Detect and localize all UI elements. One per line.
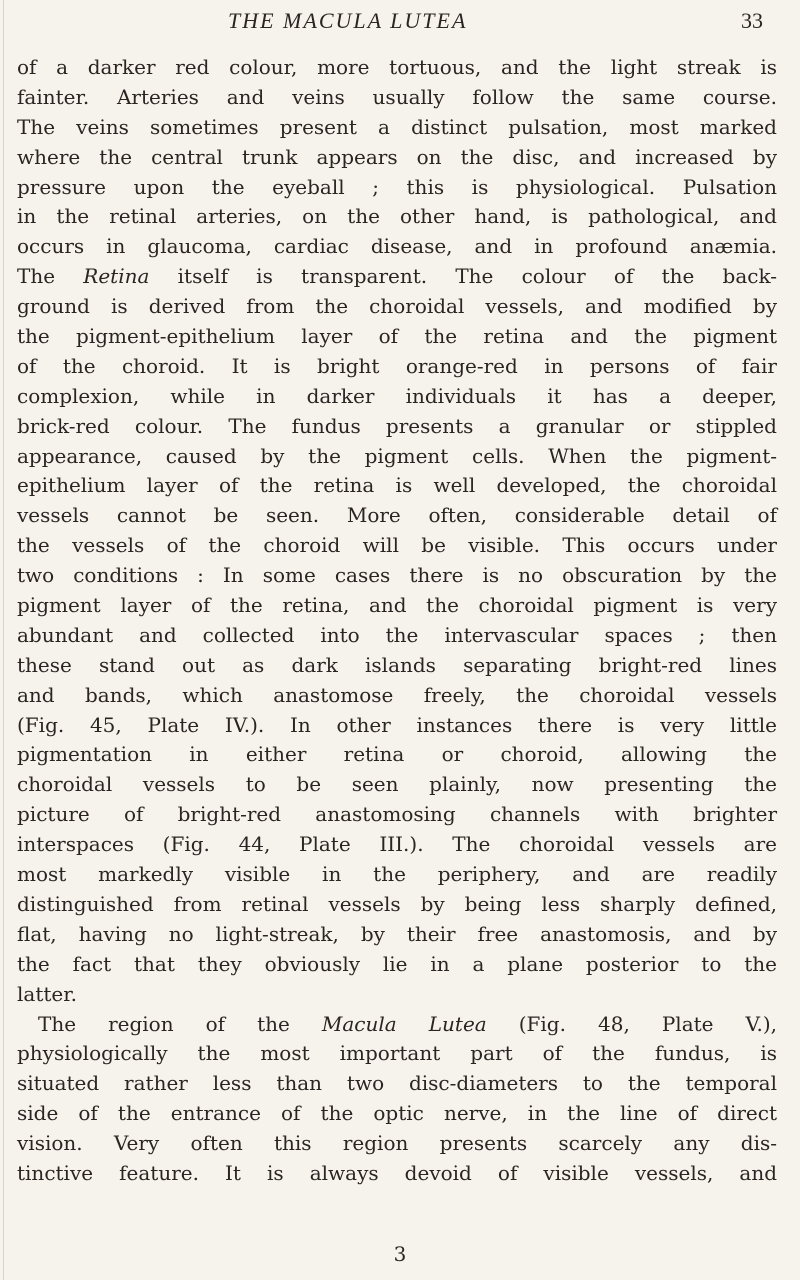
text-line: choroidal vessels to be seen plainly, now presenting the — [17, 772, 777, 797]
text-line: physiologically the most important part of the fundus, is — [17, 1041, 777, 1066]
page-number: 33 — [741, 8, 763, 33]
signature-mark: 3 — [393, 1242, 407, 1266]
text-line: brick-red colour. The fundus presents a granular or stippled — [17, 413, 777, 438]
text-line: occurs in glaucoma, cardiac disease, and in profound anæmia. — [17, 234, 777, 259]
text-line — [17, 262, 777, 292]
body-text — [17, 53, 777, 1189]
text-line: complexion, while in darker individuals it has a deeper, — [17, 383, 777, 408]
text-line: picture of bright-red anastomosing channels with brighter — [17, 802, 777, 827]
italic-term-macula-lutea: Macula Lutea — [321, 1011, 487, 1036]
text-line: fainter. Arteries and veins usually follow the same course. — [17, 84, 777, 109]
text-line: distinguished from retinal vessels by being less sharply defined, — [17, 891, 777, 916]
running-title: THE MACULA LUTEA — [228, 8, 468, 33]
text-line: interspaces (Fig. 44, Plate III.). The choroidal vessels are — [17, 832, 777, 857]
text-run: The — [17, 264, 84, 289]
text-run: (Fig. 48, Plate V.), — [486, 1011, 777, 1036]
text-line: pressure upon the eyeball ; this is physiological. Pulsation — [17, 174, 777, 199]
text-line: the pigment-epithelium layer of the retina and the pigment — [17, 324, 777, 349]
text-line: most markedly visible in the periphery, and are readily — [17, 862, 777, 887]
text-line: the fact that they obviously lie in a plane posterior to the — [17, 951, 777, 976]
text-line: appearance, caused by the pigment cells. When the pigment- — [17, 443, 777, 468]
text-line: flat, having no light-streak, by their free anastomosis, and by — [17, 921, 777, 946]
text-line: situated rather less than two disc-diameters to the temporal — [17, 1071, 777, 1096]
text-line: and bands, which anastomose freely, the choroidal vessels — [17, 682, 777, 707]
text-line: epithelium layer of the retina is well developed, the choroidal — [17, 473, 777, 498]
text-line: pigment layer of the retina, and the choroidal pigment is very — [17, 593, 777, 618]
text-run: itself is transparent. The colour of the back- — [149, 264, 777, 289]
text-run: The region of the — [38, 1011, 322, 1036]
text-line: vessels cannot be seen. More often, considerable detail of — [17, 503, 777, 528]
text-line: abundant and collected into the intervascular spaces ; then — [17, 622, 777, 647]
text-line: ground is derived from the choroidal vessels, and modified by — [17, 294, 777, 319]
text-line: vision. Very often this region presents scarcely any dis- — [17, 1131, 777, 1156]
page-edge-shadow — [3, 0, 4, 1280]
text-line: pigmentation in either retina or choroid, allowing the — [17, 742, 777, 767]
text-line: in the retinal arteries, on the other hand, is pathological, and — [17, 204, 777, 229]
text-line: side of the entrance of the optic nerve, in the line of direct — [17, 1101, 777, 1126]
text-line: (Fig. 45, Plate IV.). In other instances there is very little — [17, 712, 777, 737]
text-line: the vessels of the choroid will be visible. This occurs under — [17, 533, 777, 558]
text-line: of a darker red colour, more tortuous, and the light streak is — [17, 55, 777, 79]
text-line — [17, 1010, 777, 1040]
text-line: these stand out as dark islands separating bright-red lines — [17, 652, 777, 677]
italic-term-retina: Retina — [83, 264, 150, 289]
text-line: The veins sometimes present a distinct pulsation, most marked — [17, 114, 777, 139]
text-line: latter. — [17, 981, 77, 1006]
text-line: where the central trunk appears on the disc, and increased by — [17, 144, 777, 169]
text-line: of the choroid. It is bright orange-red in persons of fair — [17, 353, 777, 378]
text-line: tinctive feature. It is always devoid of visible vessels, and — [17, 1160, 777, 1185]
running-head — [0, 8, 800, 34]
text-line: two conditions : In some cases there is no obscuration by the — [17, 563, 777, 588]
